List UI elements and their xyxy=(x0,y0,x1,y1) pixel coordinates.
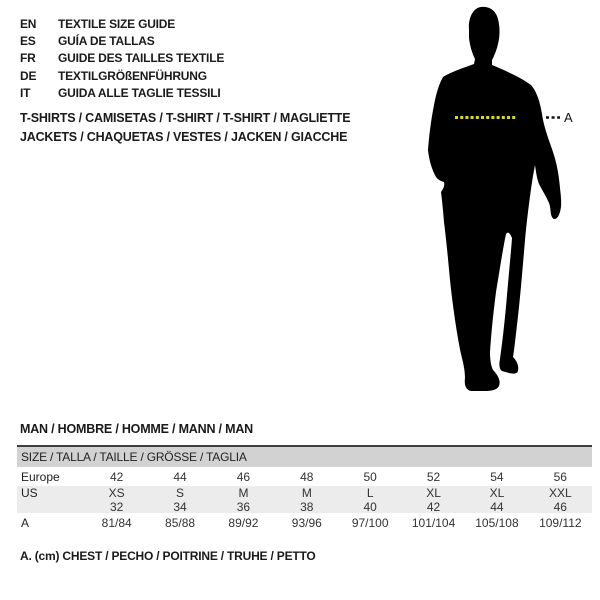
row-label: Europe xyxy=(21,469,60,484)
size-value: XXL xyxy=(548,486,572,500)
section-title: MAN / HOMBRE / HOMME / MANN / MAN xyxy=(20,422,253,436)
size-value: 52 xyxy=(426,469,441,484)
category-block xyxy=(20,109,350,147)
size-value: 54 xyxy=(490,469,504,484)
size-value: XS xyxy=(108,486,125,500)
footnote: A. (cm) CHEST / PECHO / POITRINE / TRUHE / PETTO xyxy=(20,549,316,563)
size-value: 48 xyxy=(300,469,314,484)
row-label: US xyxy=(21,486,38,500)
language-code: ES xyxy=(20,33,36,48)
size-value: 46 xyxy=(553,499,567,514)
size-value: S xyxy=(176,486,185,500)
table-body xyxy=(17,467,592,532)
size-value: 56 xyxy=(553,469,567,484)
size-value: 50 xyxy=(363,469,377,484)
table-row xyxy=(17,467,592,486)
size-value: 97/100 xyxy=(351,515,389,530)
size-value: 44 xyxy=(490,499,504,514)
language-text: GUIDE DES TAILLES TEXTILE xyxy=(58,51,225,66)
language-text: TEXTILE SIZE GUIDE xyxy=(58,16,176,31)
size-value: 81/84 xyxy=(101,515,132,530)
table-row xyxy=(17,500,592,514)
category-line-tshirts: T-SHIRTS / CAMISETAS / T-SHIRT / T-SHIRT / MAGLIETTE xyxy=(20,111,351,125)
chest-measure-label: A xyxy=(564,110,573,125)
size-value: M xyxy=(301,486,312,500)
table-header: SIZE / TALLA / TAILLE / GRÖSSE / TAGLIA xyxy=(17,447,592,467)
size-value: 101/104 xyxy=(411,515,456,530)
size-value: 109/112 xyxy=(539,515,582,530)
man-silhouette xyxy=(405,0,600,400)
language-list xyxy=(20,15,224,101)
category-line-jackets: JACKETS / CHAQUETAS / VESTES / JACKEN / GIACCHE xyxy=(20,130,348,144)
size-value: 105/108 xyxy=(475,515,519,530)
size-value: M xyxy=(238,486,249,500)
size-value: 34 xyxy=(173,499,187,514)
table-row xyxy=(17,513,592,532)
size-value: 93/96 xyxy=(291,515,322,530)
language-row-en xyxy=(20,15,224,32)
language-text: GUÍA DE TALLAS xyxy=(58,33,155,48)
man-silhouette-shape xyxy=(428,7,561,391)
language-code: IT xyxy=(20,85,31,100)
language-row-de xyxy=(20,67,224,84)
size-value: 46 xyxy=(236,469,251,484)
language-code: FR xyxy=(20,51,36,66)
size-value: XL xyxy=(489,486,505,500)
size-value: 89/92 xyxy=(228,515,259,530)
language-row-it xyxy=(20,84,224,101)
size-value: XL xyxy=(426,486,441,500)
size-table xyxy=(17,445,592,532)
language-row-fr xyxy=(20,50,224,67)
size-value: 44 xyxy=(173,469,187,484)
size-value: 36 xyxy=(236,499,251,514)
size-value: 42 xyxy=(426,499,441,514)
size-value: 38 xyxy=(300,499,314,514)
language-row-es xyxy=(20,32,224,49)
language-text: GUIDA ALLE TAGLIE TESSILI xyxy=(58,85,221,100)
table-row xyxy=(17,486,592,500)
size-value: 85/88 xyxy=(165,515,196,530)
size-value: L xyxy=(366,486,374,500)
language-code: EN xyxy=(20,16,37,31)
language-text: TEXTILGRÖßENFÜHRUNG xyxy=(58,68,207,83)
size-value: 32 xyxy=(110,499,124,514)
language-code: DE xyxy=(20,68,37,83)
row-label: A xyxy=(21,515,30,530)
size-value: 40 xyxy=(363,499,377,514)
size-value: 42 xyxy=(110,469,124,484)
